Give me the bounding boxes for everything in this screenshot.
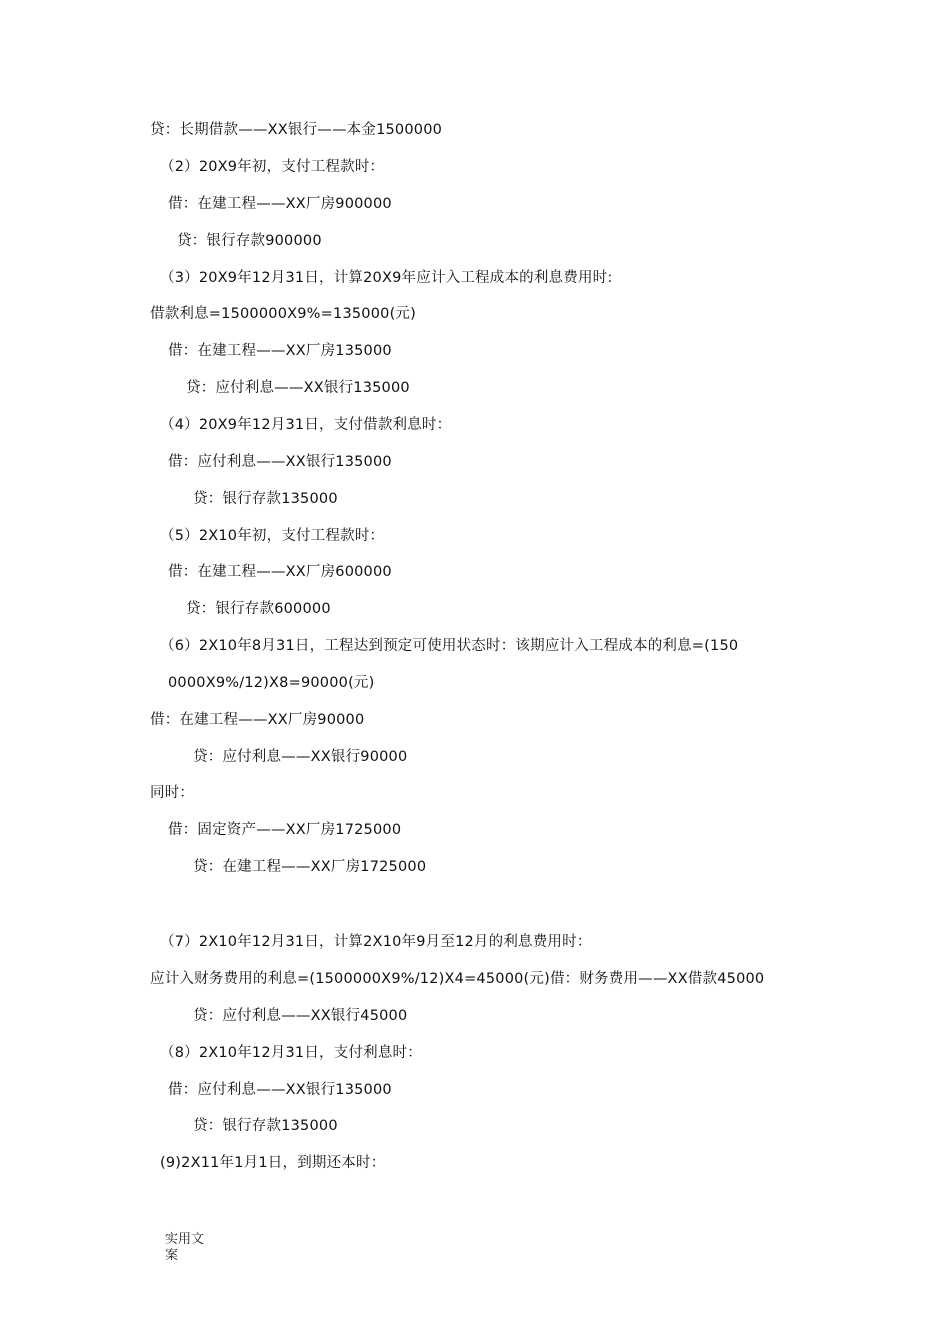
text-line: （3）20X9年12月31日，计算20X9年应计入工程成本的利息费用时: bbox=[160, 270, 613, 286]
text-line: 借：在建工程——XX厂房135000 bbox=[168, 343, 392, 359]
text-line: 贷：银行存款600000 bbox=[186, 601, 331, 617]
text-line: 贷：银行存款135000 bbox=[193, 1118, 338, 1134]
text-line: （4）20X9年12月31日，支付借款利息时： bbox=[160, 417, 452, 433]
text-line: (9)2X11年1月1日，到期还本时： bbox=[160, 1155, 386, 1171]
text-line: 借：应付利息——XX银行135000 bbox=[168, 1082, 392, 1098]
text-line: （6）2X10年8月31日，工程达到预定可使用状态时：该期应计入工程成本的利息=(150 bbox=[160, 638, 739, 654]
text-line: 贷：银行存款900000 bbox=[177, 233, 322, 249]
text-line: （8）2X10年12月31日，支付利息时： bbox=[160, 1045, 422, 1061]
text-line: （2）20X9年初，支付工程款时： bbox=[160, 159, 385, 175]
text-line: （7）2X10年12月31日，计算2X10年9月至12月的利息费用时： bbox=[160, 934, 592, 950]
text-line: 借：固定资产——XX厂房1725000 bbox=[168, 822, 402, 838]
text-line: 借：在建工程——XX厂房600000 bbox=[168, 564, 392, 580]
text-line: 借：在建工程——XX厂房900000 bbox=[168, 196, 392, 212]
text-line: 0000X9%/12)X8=90000(元) bbox=[168, 675, 375, 691]
text-line: 贷：应付利息——XX银行90000 bbox=[193, 749, 408, 765]
text-line: 贷：长期借款——XX银行——本金1500000 bbox=[150, 122, 443, 138]
text-line: 贷：在建工程——XX厂房1725000 bbox=[193, 859, 427, 875]
page-footer: 实用文案 bbox=[165, 1232, 205, 1263]
text-line: （5）2X10年初，支付工程款时： bbox=[160, 528, 385, 544]
text-line: 借款利息=1500000X9%=135000(元) bbox=[150, 306, 416, 322]
text-line: 借：在建工程——XX厂房90000 bbox=[150, 712, 365, 728]
text-line: 借：应付利息——XX银行135000 bbox=[168, 454, 392, 470]
text-line: 贷：应付利息——XX银行45000 bbox=[193, 1008, 408, 1024]
text-line: 应计入财务费用的利息=(1500000X9%/12)X4=45000(元)借：财务费用——XX借款45000 bbox=[150, 971, 765, 987]
text-line: 贷：应付利息——XX银行135000 bbox=[186, 380, 410, 396]
text-line: 贷：银行存款135000 bbox=[193, 491, 338, 507]
text-line: 同时： bbox=[150, 785, 195, 801]
